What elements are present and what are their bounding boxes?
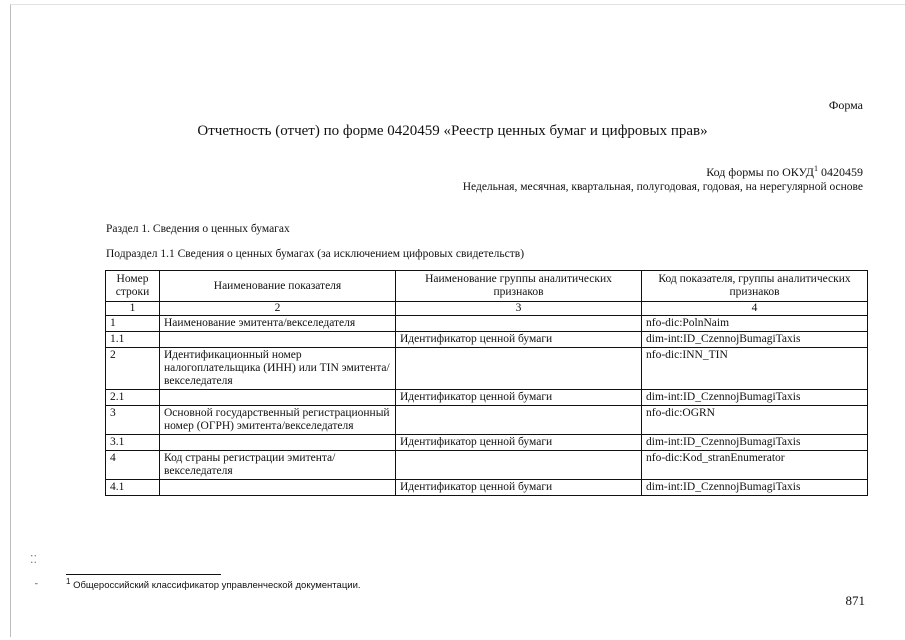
header-indicator-name: Наименование показателя [160,271,396,302]
group-name [396,451,642,480]
table-row [106,406,868,435]
group-name [396,348,642,390]
table-row [106,390,868,406]
indicator-code: dim-int:ID_CzennojBumagiTaxis [642,390,868,406]
footnote-divider [66,574,221,575]
group-name [396,406,642,435]
form-label: Форма [828,98,863,112]
scan-artifact-mark: ⁃ [34,579,39,589]
indicator-name [160,480,396,496]
indicator-name: Код страны регистрации эмитента/векселедателя [160,451,396,480]
scan-artifact-mark: ⁚⁚ [30,554,37,566]
indicator-code: dim-int:ID_CzennojBumagiTaxis [642,435,868,451]
row-number: 4 [106,451,160,480]
group-name: Идентификатор ценной бумаги [396,435,642,451]
table-row [106,451,868,480]
group-name [396,316,642,332]
page-number: 871 [845,593,865,608]
indicator-name [160,332,396,348]
row-number: 2 [106,348,160,390]
table-row [106,348,868,390]
footnote [66,576,361,591]
document-title: Отчетность (отчет) по форме 0420459 «Реестр ценных бумаг и цифровых прав» [197,123,708,139]
okud-footnote-ref: 1 [814,164,818,173]
table-row [106,435,868,451]
column-number: 2 [160,302,396,316]
column-number: 3 [396,302,642,316]
group-name: Идентификатор ценной бумаги [396,390,642,406]
indicator-code: nfo-dic:OGRN [642,406,868,435]
indicator-code: nfo-dic:Kod_stranEnumerator [642,451,868,480]
row-number: 1 [106,316,160,332]
indicator-code: dim-int:ID_CzennojBumagiTaxis [642,480,868,496]
row-number: 3.1 [106,435,160,451]
subsection-title: Подраздел 1.1 Сведения о ценных бумагах (за исключением цифровых свидетельств) [106,248,525,260]
row-number: 3 [106,406,160,435]
okud-label: Код формы по ОКУД [706,165,814,179]
header-code: Код показателя, группы аналитических признаков [642,271,868,302]
indicators-table [105,270,868,496]
row-number: 2.1 [106,390,160,406]
section-title: Раздел 1. Сведения о ценных бумагах [106,223,290,235]
table-row [106,332,868,348]
okud-line [706,165,863,180]
column-number: 1 [106,302,160,316]
header-row-number: Номер строки [106,271,160,302]
footnote-text: Общероссийский классификатор управленческой документации. [73,580,361,591]
indicator-name [160,390,396,406]
header-group-name: Наименование группы аналитических признаков [396,271,642,302]
indicator-code: nfo-dic:INN_TIN [642,348,868,390]
group-name: Идентификатор ценной бумаги [396,332,642,348]
group-name: Идентификатор ценной бумаги [396,480,642,496]
column-number: 4 [642,302,868,316]
indicator-name [160,435,396,451]
indicator-name: Идентификационный номер налогоплательщика (ИНН) или TIN эмитента/векселедателя [160,348,396,390]
okud-code: 0420459 [821,165,863,179]
table-row [106,480,868,496]
indicator-code: dim-int:ID_CzennojBumagiTaxis [642,332,868,348]
periodicity-line: Недельная, месячная, квартальная, полугодовая, годовая, на нерегулярной основе [462,181,863,193]
indicator-name: Основной государственный регистрационный номер (ОГРН) эмитента/векселедателя [160,406,396,435]
column-number-row [106,302,868,316]
row-number: 1.1 [106,332,160,348]
row-number: 4.1 [106,480,160,496]
table-row [106,316,868,332]
footnote-marker: 1 [66,576,71,586]
table-header-row [106,271,868,302]
indicator-name: Наименование эмитента/векселедателя [160,316,396,332]
indicator-code: nfo-dic:PolnNaim [642,316,868,332]
